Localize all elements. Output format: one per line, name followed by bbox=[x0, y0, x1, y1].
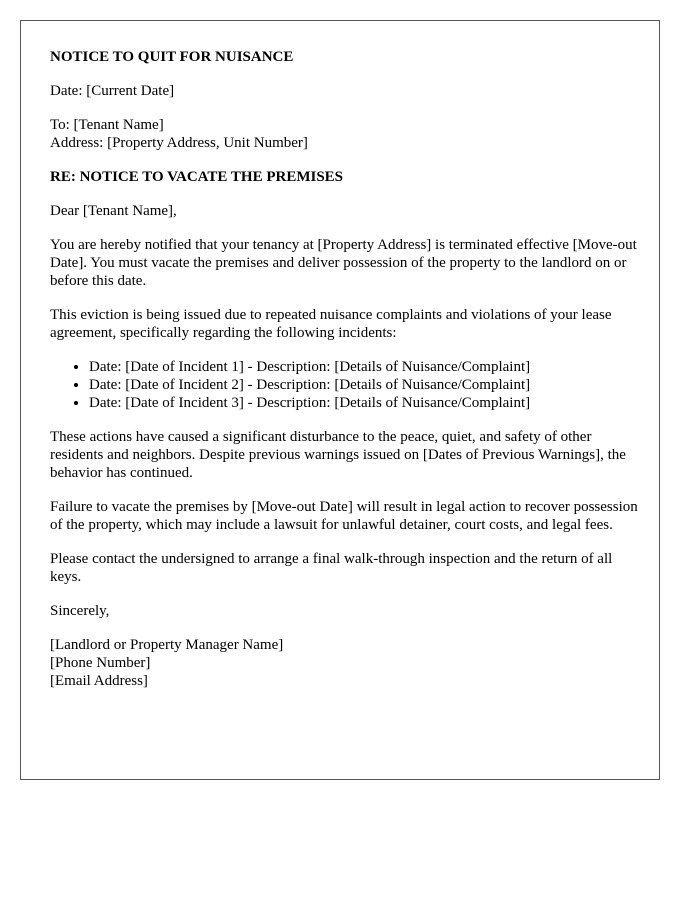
list-item: • Date: [Date of Incident 2] - Description: [Details of Nuisance/Complaint] bbox=[89, 376, 640, 394]
notice-content bbox=[50, 48, 640, 706]
list-item: • Date: [Date of Incident 1] - Description: [Details of Nuisance/Complaint] bbox=[89, 358, 640, 376]
recipient-block bbox=[50, 116, 640, 152]
signature-block bbox=[50, 636, 640, 690]
notice-page bbox=[20, 20, 660, 780]
re-line: RE: NOTICE TO VACATE THE PREMISES bbox=[50, 169, 344, 185]
to-line: To: [Tenant Name] bbox=[50, 117, 164, 133]
incident-list bbox=[50, 358, 640, 412]
paragraph-contact: Please contact the undersigned to arrange a final walk-through inspection and the return of all keys. bbox=[50, 551, 613, 585]
date-line: Date: [Current Date] bbox=[50, 83, 175, 99]
paragraph-termination: You are hereby notified that your tenancy at [Property Address] is terminated effective [Move-out Date]. You must vacate the premises and deliver possession of the property to the landlord on or before this date. bbox=[50, 237, 637, 289]
notice-title: NOTICE TO QUIT FOR NUISANCE bbox=[50, 49, 294, 65]
signature-name: [Landlord or Property Manager Name] bbox=[50, 637, 284, 653]
list-item: • Date: [Date of Incident 3] - Description: [Details of Nuisance/Complaint] bbox=[89, 394, 640, 412]
paragraph-disturbance: These actions have caused a significant disturbance to the peace, quiet, and safety of other residents and neighbors. Despite previous warnings issued on [Dates of Previous Warnings], the behavior has continued. bbox=[50, 429, 626, 481]
address-line: Address: [Property Address, Unit Number] bbox=[50, 135, 308, 151]
signature-email: [Email Address] bbox=[50, 673, 148, 689]
paragraph-legal-action: Failure to vacate the premises by [Move-out Date] will result in legal action to recover possession of the property, which may include a lawsuit for unlawful detainer, court costs, and legal fees. bbox=[50, 499, 638, 533]
closing: Sincerely, bbox=[50, 603, 110, 619]
salutation: Dear [Tenant Name], bbox=[50, 203, 177, 219]
signature-phone: [Phone Number] bbox=[50, 655, 151, 671]
paragraph-reason: This eviction is being issued due to repeated nuisance complaints and violations of your lease agreement, specifically regarding the following incidents: bbox=[50, 307, 612, 341]
